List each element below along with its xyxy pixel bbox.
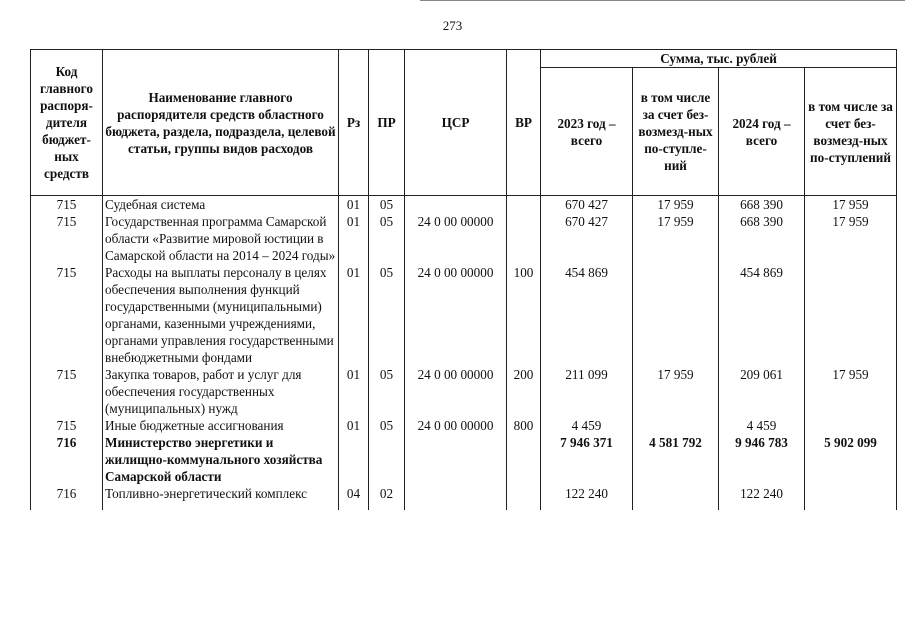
table-row [31,196,897,214]
cell-rz: 01 [339,196,369,214]
cell-2023-total: 4 459 [541,417,633,434]
header-2023-total: 2023 год – всего [541,68,633,196]
cell-2023-gratuitous: 17 959 [633,196,719,214]
cell-code: 715 [31,417,103,434]
header-vr: ВР [507,50,541,196]
header-pr: ПР [369,50,405,196]
cell-name: Иные бюджетные ассигнования [103,417,339,434]
cell-2023-total: 670 427 [541,213,633,264]
cell-rz: 01 [339,366,369,417]
cell-2023-gratuitous [633,417,719,434]
cell-2023-total: 454 869 [541,264,633,366]
cell-name: Государственная программа Самарской области «Развитие мировой юстиции в Самарской области на 2014 – 2024 годы» [103,213,339,264]
cell-pr [369,434,405,485]
header-2023-gratuitous: в том числе за счет без-возмезд-ных по-ступле-ний [633,68,719,196]
header-2024-total: 2024 год – всего [719,68,805,196]
page-number: 273 [442,18,463,33]
table-row [31,213,897,264]
cell-name: Топливно-энергетический комплекс [103,485,339,510]
table-row [31,417,897,434]
cell-2023-total: 122 240 [541,485,633,510]
header-code: Код главного распоря-дителя бюджет-ных средств [31,50,103,196]
cell-rz: 01 [339,417,369,434]
cell-pr: 02 [369,485,405,510]
table-row [31,434,897,485]
cell-2024-total: 668 390 [719,213,805,264]
cell-vr: 800 [507,417,541,434]
cell-2024-total: 122 240 [719,485,805,510]
cell-2024-gratuitous: 17 959 [805,366,897,417]
cell-2024-total: 209 061 [719,366,805,417]
cell-2024-total: 9 946 783 [719,434,805,485]
cell-pr: 05 [369,366,405,417]
cell-name: Расходы на выплаты персоналу в целях обеспечения выполнения функций государственными (муниципальными) органами, казенными учреждениями, органами управления государственными внебюджетными фондами [103,264,339,366]
cell-2024-gratuitous [805,417,897,434]
header-name: Наименование главного распорядителя средств областного бюджета, раздела, подраздела, целевой статьи, группы видов расходов [103,50,339,196]
cell-2023-gratuitous [633,264,719,366]
header-rz: Рз [339,50,369,196]
header-sum-group: Сумма, тыс. рублей [541,50,897,68]
cell-rz: 01 [339,213,369,264]
budget-table [30,49,897,510]
cell-2024-gratuitous [805,485,897,510]
cell-code: 715 [31,264,103,366]
cell-2023-gratuitous: 17 959 [633,366,719,417]
cell-2024-total: 668 390 [719,196,805,214]
cell-pr: 05 [369,417,405,434]
cell-2024-gratuitous: 17 959 [805,213,897,264]
cell-vr [507,213,541,264]
cell-vr: 200 [507,366,541,417]
cell-2024-gratuitous [805,264,897,366]
cell-code: 715 [31,366,103,417]
header-csr: ЦСР [405,50,507,196]
cell-code: 715 [31,213,103,264]
cell-vr [507,196,541,214]
cell-2023-total: 7 946 371 [541,434,633,485]
cell-2024-gratuitous: 5 902 099 [805,434,897,485]
cell-vr: 100 [507,264,541,366]
cell-2024-gratuitous: 17 959 [805,196,897,214]
table-row [31,485,897,510]
table-row [31,366,897,417]
cell-2023-gratuitous [633,485,719,510]
cell-csr: 24 0 00 00000 [405,213,507,264]
cell-name: Закупка товаров, работ и услуг для обеспечения государственных (муниципальных) нужд [103,366,339,417]
cell-csr [405,434,507,485]
cell-csr: 24 0 00 00000 [405,264,507,366]
cell-rz: 01 [339,264,369,366]
table-row [31,264,897,366]
cell-csr: 24 0 00 00000 [405,417,507,434]
cell-name: Министерство энергетики и жилищно-коммунального хозяйства Самарской области [103,434,339,485]
cell-pr: 05 [369,264,405,366]
cell-code: 716 [31,485,103,510]
cell-2023-gratuitous: 4 581 792 [633,434,719,485]
cell-2023-total: 670 427 [541,196,633,214]
cell-pr: 05 [369,196,405,214]
cell-2023-total: 211 099 [541,366,633,417]
cell-name: Судебная система [103,196,339,214]
cell-rz [339,434,369,485]
header-2024-gratuitous: в том числе за счет без-возмезд-ных по-ступлений [805,68,897,196]
cell-vr [507,485,541,510]
top-scan-rule [420,0,905,1]
cell-pr: 05 [369,213,405,264]
cell-2024-total: 454 869 [719,264,805,366]
cell-csr: 24 0 00 00000 [405,366,507,417]
cell-rz: 04 [339,485,369,510]
cell-code: 715 [31,196,103,214]
cell-vr [507,434,541,485]
cell-2023-gratuitous: 17 959 [633,213,719,264]
cell-csr [405,485,507,510]
cell-code: 716 [31,434,103,485]
cell-csr [405,196,507,214]
cell-2024-total: 4 459 [719,417,805,434]
